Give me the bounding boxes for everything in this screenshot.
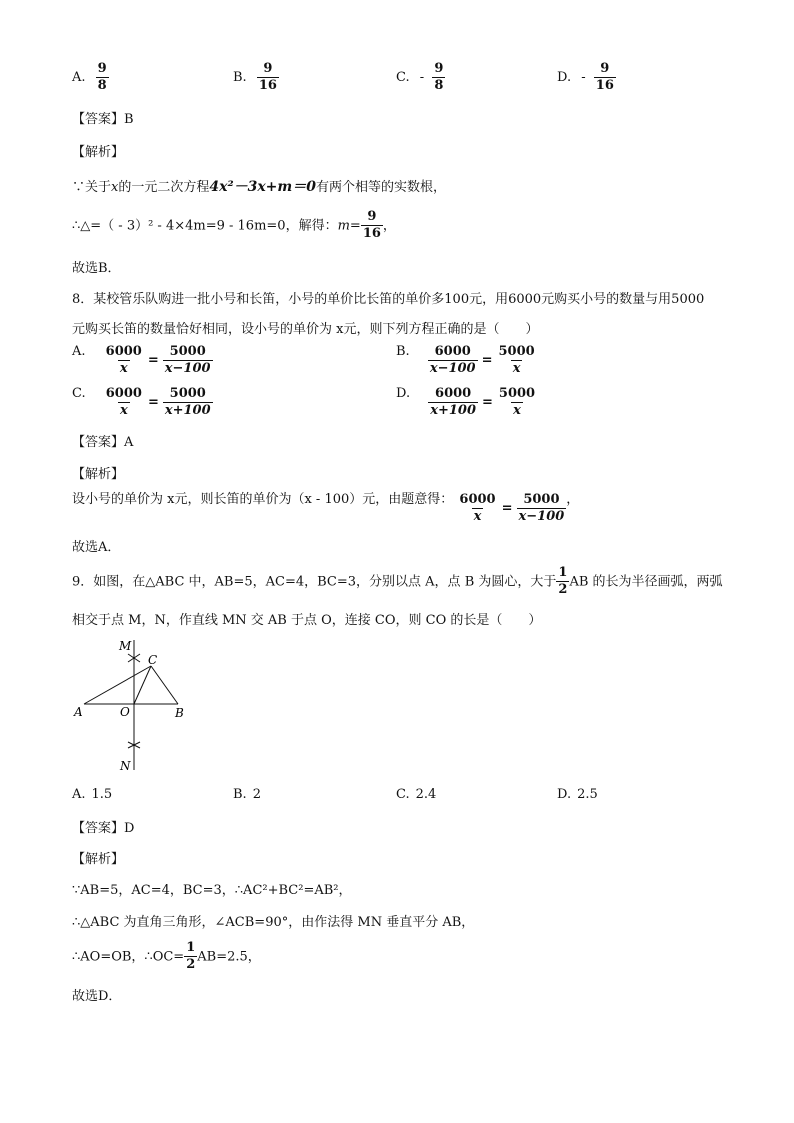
fraction: $\frac{9}{16}$: [595, 61, 614, 94]
equation: 4x²－3x+m＝0: [209, 179, 316, 195]
label-m: M: [119, 639, 132, 653]
q7-analysis-line1: ∵关于x的一元二次方程4x²－3x+m＝0有两个相等的实数根，: [72, 179, 446, 195]
q8-answer: [72, 431, 133, 450]
q9-conclusion: 故选D．: [72, 989, 122, 1004]
answer-value: B: [124, 112, 134, 127]
label-o: O: [120, 705, 130, 719]
fraction: $\frac{9}{16}$: [362, 209, 381, 242]
q9-option-d: D. 2.5: [557, 787, 598, 802]
equation: $\frac{6000}{x}$ = $\frac{5000}{x-100}$: [105, 344, 211, 377]
q9-option-b: B. 2: [233, 787, 261, 802]
q8-conclusion: 故选A．: [72, 540, 121, 555]
q7-option-c: [396, 62, 445, 94]
q9-stem-line1: 9．如图，在△ABC 中，AB=5，AC=4，BC=3，分别以点 A，点 B 为圆心，大于 $\frac{1}{2}$ AB 的长为半径画弧，两弧: [72, 565, 723, 598]
equation: $\frac{6000}{x-100}$ = $\frac{5000}{x}$: [429, 344, 535, 377]
q8-option-b: B. $\frac{6000}{x-100}$ = $\frac{5000}{x}$: [396, 344, 535, 377]
equation: $\frac{6000}{x+100}$ = $\frac{5000}{x}$: [430, 386, 536, 419]
q9-analysis-line2: ∴△ABC 为直角三角形，∠ACB=90°，由作法得 MN 垂直平分 AB，: [72, 915, 475, 930]
label-c: C: [148, 653, 158, 667]
label-n: N: [120, 759, 131, 773]
minus-sign: -: [419, 70, 425, 86]
q9-option-a: A. 1.5: [72, 787, 113, 802]
q8-analysis-line: 设小号的单价为 x元，则长笛的单价为（x - 100）元，由题意得： $\frac{6000}{x}$ = $\frac{5000}{x-100}$ ，: [72, 492, 580, 525]
q8-stem-line1: 8．某校管乐队购进一批小号和长笛，小号的单价比长笛的单价多100元，用6000元购买小号的数量与用5000: [72, 292, 705, 307]
q7-analysis-tag: 【解析】: [72, 145, 125, 160]
q8-analysis-tag: 【解析】: [72, 467, 125, 482]
q9-answer: [72, 817, 134, 836]
q9-analysis-line1: ∵AB=5，AC=4，BC=3，∴AC²+BC²=AB²，: [72, 883, 352, 898]
q7-answer: [72, 108, 134, 127]
option-label: C.: [396, 70, 410, 86]
q7-option-b: [233, 62, 279, 94]
q7-analysis-line2: ∴△=（ - 3）² - 4×4m=9 - 16m=0，解得：m= $\frac{9}{16}$ ，: [72, 209, 396, 242]
q8-option-d: D. $\frac{6000}{x+100}$ = $\frac{5000}{x}$: [396, 386, 536, 419]
q8-option-c: C. $\frac{6000}{x}$ = $\frac{5000}{x+100}$: [72, 386, 211, 419]
segment-co: [134, 666, 151, 704]
q9-analysis-line3: ∴AO=OB，∴OC= $\frac{1}{2}$ AB=2.5，: [72, 940, 261, 973]
fraction: $\frac{1}{2}$: [186, 940, 196, 973]
fraction: $\frac{9}{8}$: [97, 61, 107, 94]
q7-option-a: [72, 62, 109, 94]
q9-option-c: C. 2.4: [396, 787, 437, 802]
option-label: B.: [233, 70, 247, 86]
q8-option-a: A. $\frac{6000}{x}$ = $\frac{5000}{x-100}$: [72, 344, 211, 377]
equation: $\frac{6000}{x}$ = $\frac{5000}{x+100}$: [105, 386, 211, 419]
minus-sign: -: [581, 70, 586, 86]
fraction: $\frac{1}{2}$: [558, 565, 568, 598]
option-label: D.: [557, 70, 572, 86]
side-ac: [84, 666, 151, 704]
q7-conclusion: 故选B．: [72, 261, 121, 276]
equation: $\frac{6000}{x}$ = $\frac{5000}{x-100}$: [459, 492, 565, 525]
geometry-figure: [70, 634, 200, 776]
q9-stem-line2: 相交于点 M，N，作直线 MN 交 AB 于点 O，连接 CO，则 CO 的长是（ ）: [72, 613, 542, 628]
fraction: $\frac{9}{16}$: [258, 61, 277, 94]
answer-tag: 【答案】: [72, 821, 125, 836]
q9-analysis-tag: 【解析】: [72, 852, 125, 867]
side-cb: [151, 666, 178, 704]
label-a: A: [74, 705, 83, 719]
answer-tag: 【答案】: [72, 435, 125, 450]
answer-tag: 【答案】: [72, 112, 125, 127]
answer-value: D: [124, 821, 135, 836]
q8-stem-line2: 元购买长笛的数量恰好相同，设小号的单价为 x元，则下列方程正确的是（ ）: [72, 322, 539, 337]
q7-option-d: [557, 62, 616, 94]
option-label: A.: [72, 70, 86, 86]
label-b: B: [175, 706, 184, 720]
answer-value: A: [124, 435, 134, 450]
fraction: $\frac{9}{8}$: [434, 61, 444, 94]
